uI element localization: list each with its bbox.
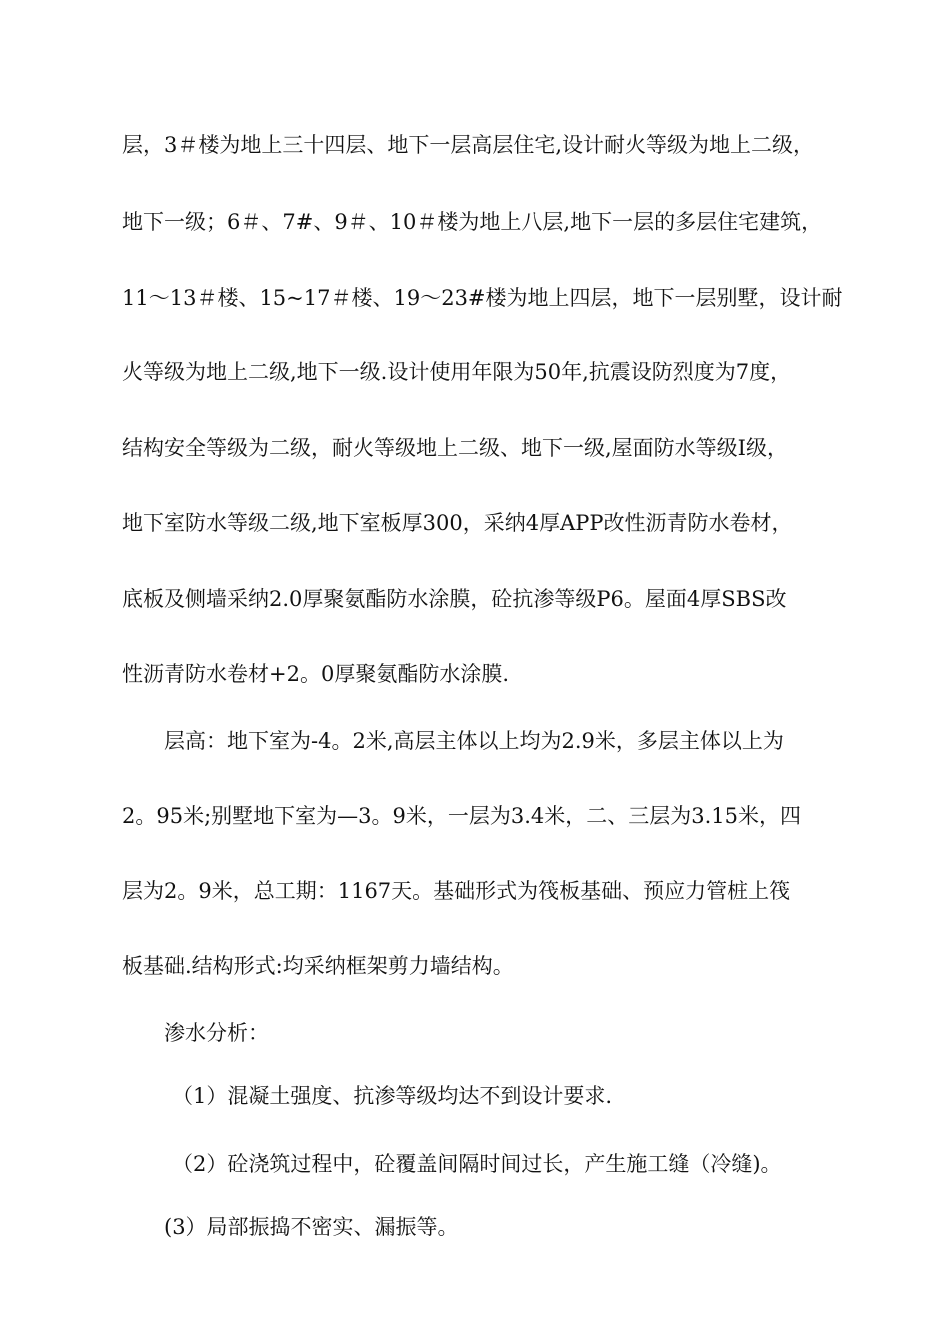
body-text-line: 2。95米;别墅地下室为—3。9米，一层为3.4米，二、三层为3.15米，四 [122, 804, 802, 828]
body-text-line: 结构安全等级为二级，耐火等级地上二级、地下一级,屋面防水等级I级， [122, 436, 788, 460]
body-text-line: 火等级为地上二级,地下一级.设计使用年限为50年,抗震设防烈度为7度， [122, 360, 792, 384]
body-text-line: 地下室防水等级二级,地下室板厚300，采纳4厚APP改性沥青防水卷材， [122, 511, 793, 535]
list-item: （1）混凝土强度、抗渗等级均达不到设计要求. [172, 1084, 613, 1108]
list-item: （2）砼浇筑过程中，砼覆盖间隔时间过长，产生施工缝（冷缝)。 [172, 1152, 782, 1176]
body-text-line: 11～13＃楼、15~17＃楼、19～23#楼为地上四层，地下一层别墅，设计耐 [122, 286, 843, 310]
body-text-line: 地下一级；6＃、7#、9＃、10＃楼为地上八层,地下一层的多层住宅建筑， [122, 210, 823, 234]
body-text-line: 层为2。9米，总工期：1167天。基础形式为筏板基础、预应力管桩上筏 [122, 879, 791, 903]
paragraph-first-line: 层高：地下室为-4。2米,高层主体以上均为2.9米，多层主体以上为 [164, 729, 784, 753]
body-text-line: 板基础.结构形式:均采纳框架剪力墙结构。 [122, 954, 514, 978]
body-text-line: 层，3＃楼为地上三十四层、地下一层高层住宅,设计耐火等级为地上二级， [122, 133, 815, 157]
list-item: (3）局部振捣不密实、漏振等。 [164, 1215, 459, 1239]
body-text-line: 性沥青防水卷材+2。0厚聚氨酯防水涂膜. [122, 662, 509, 686]
body-text-line: 底板及侧墙采纳2.0厚聚氨酯防水涂膜，砼抗渗等级P6。屋面4厚SBS改 [122, 587, 787, 611]
section-heading: 渗水分析： [164, 1021, 269, 1045]
